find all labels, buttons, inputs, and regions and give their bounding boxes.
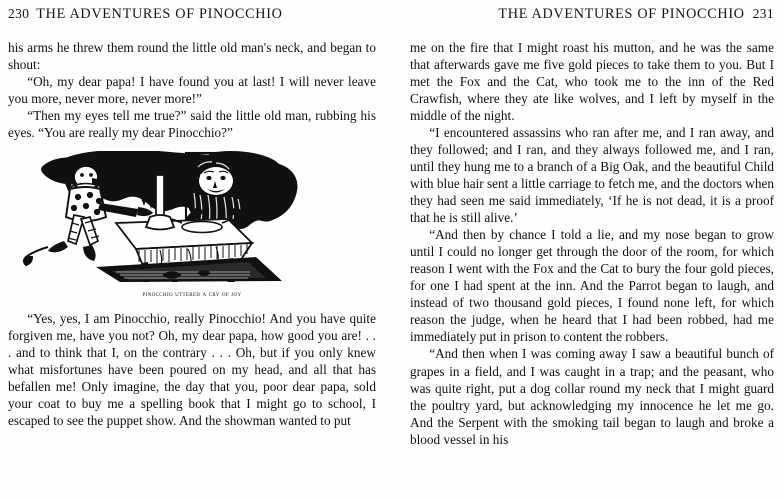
figure-caption: pinocchio uttered a cry of joy xyxy=(142,288,242,298)
page-number-right: 231 xyxy=(752,6,774,21)
page-number-left: 230 xyxy=(8,6,30,21)
left-column-text-top xyxy=(8,39,376,141)
running-head-right xyxy=(410,7,774,23)
illustration-figure xyxy=(8,151,376,299)
paragraph: me on the fire that I might roast his mutton, and he was the same that afterwards gave me five gold pieces to take them to you. But I met the Fox and the Cat, who took me to the inn of the Red Crawfish, where they ate like wolves, and I left by myself in the middle of the night. xyxy=(410,39,774,123)
running-title-right: THE ADVENTURES OF PINOCCHIO xyxy=(498,6,745,22)
running-title-left: THE ADVENTURES OF PINOCCHIO xyxy=(36,6,283,22)
paragraph: “I encountered assassins who ran after me, and I ran away, and they followed; and I ran, and they always followed me, and I ran, until they hung me to a branch of a Big Oak, and the beautiful Child with blue hair sent a little carriage to fetch me, and the doctors when they had seen me said immediately, ‘If he is not dead, it is a proof that he is still alive.’ xyxy=(410,124,774,226)
paragraph: “And then when I was coming away I saw a beautiful bunch of grapes in a field, and I was caught in a trap; and the peasant, who was quite right, put a dog collar round my neck that I might guard the poultry yard, but acknowledging my innocence he let me go. And the Serpent with the smoking tail began to laugh and broke a blood vessel in his xyxy=(410,346,774,447)
right-column-text xyxy=(410,39,774,448)
right-page xyxy=(392,0,784,499)
paragraph: “And then by chance I told a lie, and my nose began to grow until I could no longer get through the door of the room, for which reason I went with the Fox and the Cat to bury the four gold pieces, for one I had spent at the inn. And the Parrot began to laugh, and instead of two thousand gold pieces, I found none left, for which reason the judge, when he heard that I had been robbed, had me immediately put in prison to content the robbers. xyxy=(410,227,774,345)
paragraph: his arms he threw them round the little old man's neck, and began to shout: xyxy=(8,39,376,72)
paragraph: “Then my eyes tell me true?” said the little old man, rubbing his eyes. “You are really my dear Pinocchio?” xyxy=(8,107,376,140)
running-head-left xyxy=(8,7,376,23)
pinocchio-greeting-geppetto-illustration xyxy=(20,151,320,282)
paragraph: “Oh, my dear papa! I have found you at last! I will never leave you more, never more, never more!” xyxy=(8,73,376,106)
paragraph: “Yes, yes, I am Pinocchio, really Pinocchio! And you have quite forgiven me, have you not? Oh, my dear papa, how good you are! . . . and to think that I, on the contrary . . . Oh, but if you only knew what misfortunes have been poured on my head, and all that has befallen me! Only imagine, the day that you, poor dear papa, sold your coat to buy me a spelling book that I might go to school, I escaped to see the puppet show. And the showman wanted to put xyxy=(8,310,376,429)
left-column-text-bottom xyxy=(8,310,376,429)
